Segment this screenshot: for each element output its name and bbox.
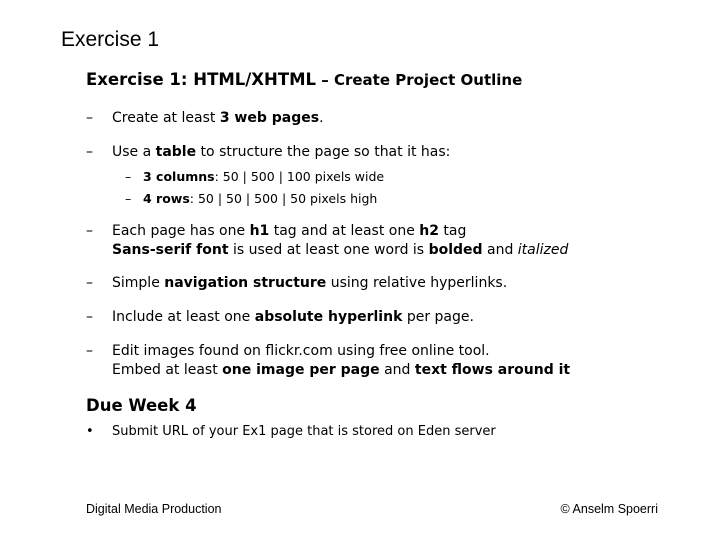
item-text-line-1: Edit images found on flickr.com using free online tool. xyxy=(112,343,490,359)
item-text-line-2: Embed at least one image per page and text flows around it xyxy=(112,362,571,378)
item-text: Create at least 3 web pages. xyxy=(112,110,324,126)
item-text: Simple navigation structure using relative hyperlinks. xyxy=(112,275,508,291)
dash-marker: – xyxy=(86,144,93,160)
due-heading: Due Week 4 xyxy=(86,396,197,415)
item-text-line-2: Sans-serif font is used at least one word is bolded and italized xyxy=(112,242,569,258)
dash-marker: – xyxy=(86,275,93,291)
due-item-text: Submit URL of your Ex1 page that is stored on Eden server xyxy=(112,424,496,439)
list-item xyxy=(0,222,720,262)
item-text: Include at least one absolute hyperlink per page. xyxy=(112,309,474,325)
heading-subtitle: – Create Project Outline xyxy=(316,71,523,89)
item-text: Use a table to structure the page so that it has: xyxy=(112,144,451,160)
dash-marker: – xyxy=(125,169,132,184)
subitem-text: 3 columns: 50 | 500 | 100 pixels wide xyxy=(143,169,385,184)
dash-marker: – xyxy=(86,309,93,325)
bullet-marker: • xyxy=(86,424,94,439)
dash-marker: – xyxy=(125,191,132,206)
list-item xyxy=(0,342,720,382)
footer-copyright: © Anselm Spoerri xyxy=(560,502,658,516)
dash-marker: – xyxy=(86,110,93,126)
slide-title: Exercise 1 xyxy=(61,28,160,51)
exercise-heading xyxy=(86,70,522,89)
heading-main: Exercise 1: HTML/XHTML xyxy=(86,70,317,89)
footer-course: Digital Media Production xyxy=(86,502,222,516)
subitem-text: 4 rows: 50 | 50 | 500 | 50 pixels high xyxy=(143,191,378,206)
dash-marker: – xyxy=(86,223,93,239)
dash-marker: – xyxy=(86,343,93,359)
item-text-line-1: Each page has one h1 tag and at least one h2 tag xyxy=(112,223,467,239)
